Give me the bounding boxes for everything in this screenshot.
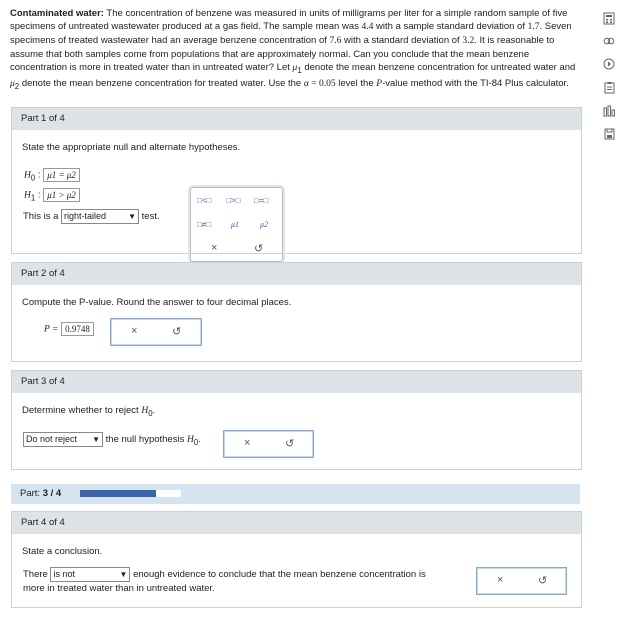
problem-text: -value method with the TI-84 Plus calculator. (382, 77, 569, 89)
colon: : (37, 189, 41, 201)
progress-label (20, 488, 61, 499)
mean-treated: 7.6 (329, 36, 342, 46)
h0-sub: 0 (30, 173, 36, 183)
part-4-prompt: State a conclusion. (22, 546, 103, 557)
equals-button[interactable]: □=□ (254, 196, 269, 205)
problem-text: . Seven specimens of treated wastewater had an average benzene concentration of (10, 21, 572, 46)
dropdown-arrow-icon: ▼ (128, 212, 137, 221)
part-4-tools (476, 567, 567, 595)
dropdown-arrow-icon: ▼ (92, 435, 100, 444)
h0-sub: 0 (148, 408, 153, 418)
progress-bar-row (11, 484, 580, 504)
clear-icon[interactable]: × (131, 325, 138, 337)
undo-icon[interactable]: ↺ (254, 243, 264, 255)
conclusion-line1: enough evidence to conclude that the mean benzene concentration is (133, 569, 426, 581)
part-3-prompt (22, 405, 155, 418)
h1-row (24, 188, 80, 202)
h1-answer-field[interactable]: μ1 > μ2 (43, 188, 80, 202)
part-2-header: Part 2 of 4 (12, 263, 581, 285)
save-icon[interactable] (602, 128, 616, 142)
h1-label: H (24, 190, 31, 201)
undo-icon[interactable]: ↺ (538, 575, 548, 587)
prompt-text: . (152, 405, 156, 416)
less-than-button[interactable]: □<□ (197, 196, 212, 205)
mu2-symbol: μ (10, 78, 15, 89)
colon: : (37, 169, 41, 181)
p-value-row (44, 322, 94, 336)
part-1-prompt: State the appropriate null and alternate hypotheses. (22, 142, 241, 153)
tail-row (23, 209, 160, 224)
tail-select[interactable] (61, 209, 139, 224)
problem-text: The concentration of benzene was measured in units of milligrams per liter for a simple random sample of five specimens of untreated wastewater produced at a gas field. The sample mean was (10, 8, 568, 32)
p-value-word: P (376, 78, 383, 89)
p-value-field[interactable]: 0.9748 (61, 322, 94, 336)
prompt-text: Determine whether to reject (22, 405, 142, 416)
progress-label-text: Part: (20, 488, 41, 499)
progress-value: 3 / 4 (42, 488, 62, 499)
conclusion-there: There (23, 569, 48, 581)
evidence-value: is not (53, 569, 75, 579)
mu2-sub: 2 (14, 81, 20, 91)
progress-track (80, 490, 181, 497)
part-3-header: Part 3 of 4 (12, 371, 581, 393)
decision-row (23, 432, 201, 447)
p-label: P = (44, 324, 59, 335)
decision-suffix: the null hypothesis (105, 434, 187, 446)
not-equal-button[interactable]: □≠□ (197, 220, 212, 229)
tail-suffix: test. (141, 211, 160, 223)
part-2-prompt: Compute the P-value. Round the answer to four decimal places. (22, 297, 292, 308)
part-3-panel (11, 370, 582, 470)
h1-sub: 1 (30, 193, 36, 203)
h0-label: H (141, 406, 149, 416)
progress-fill (80, 490, 156, 497)
part-3-tools (223, 430, 314, 458)
link-icon[interactable] (602, 35, 616, 49)
h0-label: H (24, 170, 31, 181)
decision-value: Do not reject (26, 434, 78, 444)
tail-value: right-tailed (64, 211, 107, 221)
calculator-icon[interactable] (602, 12, 616, 26)
sd-treated: 3.2 (462, 36, 475, 46)
decision-suffix: . (198, 434, 201, 446)
chart-icon[interactable] (602, 105, 616, 119)
problem-text: denote the mean benzene concentration for untreated water and (301, 62, 576, 73)
h0-row (24, 168, 80, 182)
tail-prefix: This is a (23, 211, 59, 223)
alpha-level: α = 0.05 (303, 78, 336, 89)
problem-text: denote the mean benzene concentration for treated water. Use the (19, 77, 304, 89)
play-icon[interactable] (602, 58, 616, 72)
problem-title: Contaminated water: (10, 8, 104, 19)
mu2-button[interactable]: μ2 (260, 220, 269, 229)
part-1-panel (11, 107, 582, 254)
problem-text: with a sample standard deviation of (373, 21, 528, 32)
clear-icon[interactable]: × (244, 437, 251, 449)
problem-text: with a standard deviation of (341, 35, 463, 46)
decision-select[interactable] (23, 432, 103, 447)
conclusion-line2: more in treated water than in untreated water. (23, 583, 215, 595)
part-2-panel (11, 262, 582, 362)
conclusion-text (23, 567, 473, 596)
part-1-header: Part 1 of 4 (12, 108, 581, 130)
mu1-sub: 1 (297, 65, 302, 75)
h0-answer-field[interactable]: μ1 = μ2 (43, 168, 80, 182)
symbol-palette (190, 187, 283, 262)
part-4-panel (11, 511, 582, 608)
problem-text: level the (335, 77, 377, 89)
h0-sub: 0 (193, 437, 199, 447)
evidence-select[interactable] (50, 567, 130, 582)
clear-icon[interactable]: × (497, 574, 504, 586)
dropdown-arrow-icon: ▼ (119, 570, 128, 579)
undo-icon[interactable]: ↺ (172, 326, 182, 338)
mu1-button[interactable]: μ1 (231, 220, 240, 229)
clipboard-icon[interactable] (602, 81, 616, 95)
problem-statement (10, 7, 584, 93)
undo-icon[interactable]: ↺ (285, 438, 295, 450)
part-4-header: Part 4 of 4 (12, 512, 581, 534)
greater-than-button[interactable]: □>□ (226, 196, 241, 205)
h0-label: H (186, 435, 194, 446)
sd-untreated: 1.7 (527, 22, 540, 32)
clear-icon[interactable]: × (211, 242, 218, 254)
mean-untreated: 4.4 (361, 22, 374, 32)
problem-text: . It is reasonable to assume that both samples come from populations that are approximately normal. Can you conclude that the mean benzene concentration is more in treated water than in untreated water? Let (10, 35, 555, 73)
mu1-symbol: μ (292, 63, 298, 73)
part-2-tools (110, 318, 202, 346)
